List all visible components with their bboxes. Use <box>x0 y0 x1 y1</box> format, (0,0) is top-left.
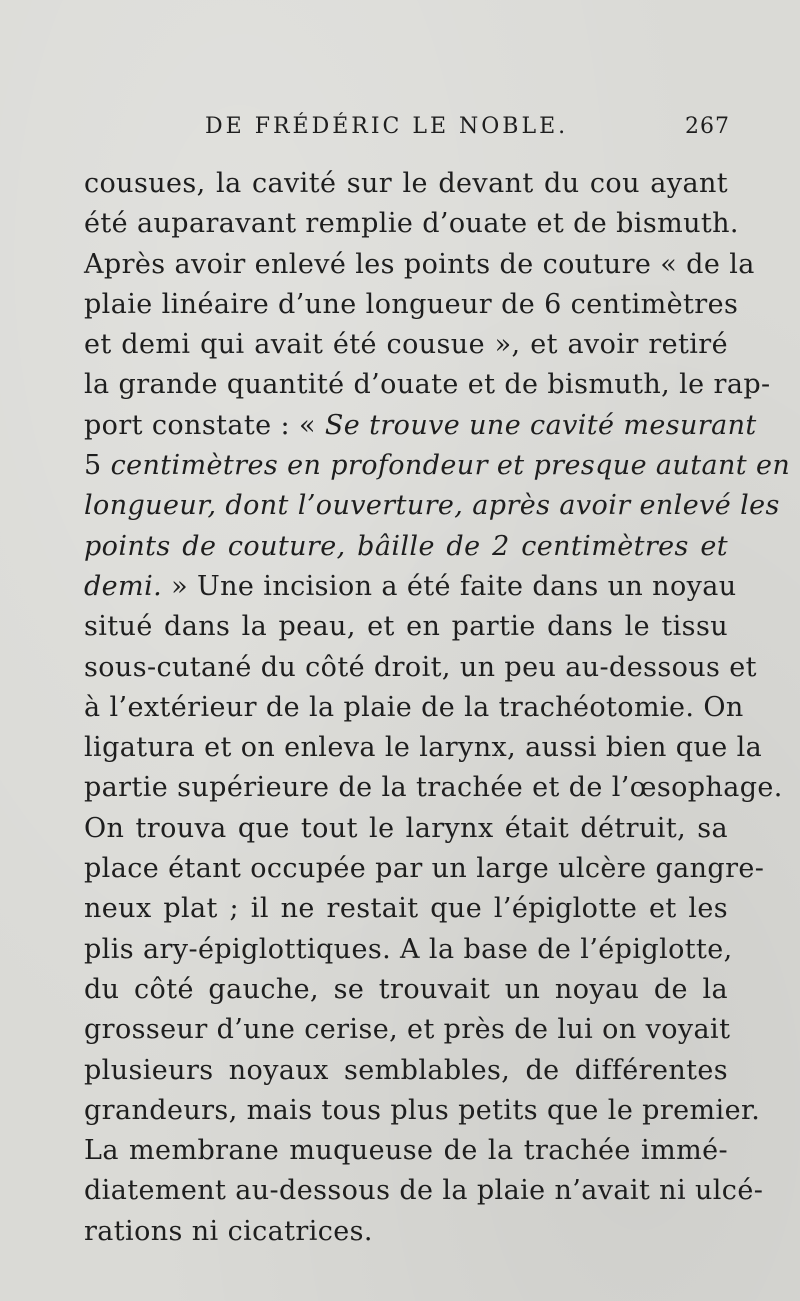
text-segment: plis ary-épiglottiques. A la base de l’épiglotte, <box>84 933 733 965</box>
text-segment: » Une incision a été faite dans un noyau <box>162 570 737 602</box>
page-number: 267 <box>685 114 730 139</box>
running-title: DE FRÉDÉRIC LE NOBLE. <box>205 114 569 139</box>
text-line <box>84 889 728 929</box>
text-line <box>84 325 728 365</box>
text-line <box>84 607 728 647</box>
text-segment: neux plat ; il ne restait que l’épiglotte et les <box>84 893 728 925</box>
text-segment: cousues, la cavité sur le devant du cou ayant <box>84 168 728 199</box>
text-segment: diatement au-dessous de la plaie n’avait ni ulcé- <box>84 1175 764 1207</box>
text-line <box>84 768 783 808</box>
text-segment: partie supérieure de la trachée et de l’œsophage. <box>84 772 783 804</box>
text-segment: du côté gauche, se trouvait un noyau de la <box>84 973 728 1005</box>
text-segment: 5 <box>84 450 111 482</box>
text-line <box>84 527 728 567</box>
text-line <box>84 688 744 728</box>
text-segment: et demi qui avait été cousue », et avoir retiré <box>84 329 728 361</box>
text-line <box>84 204 739 244</box>
page-header <box>205 114 730 148</box>
text-segment: sous-cutané du côté droit, un peu au-dessous et <box>84 651 757 683</box>
text-line <box>84 970 728 1010</box>
text-segment: La membrane muqueuse de la trachée immé- <box>84 1135 728 1167</box>
text-segment: été auparavant remplie d’ouate et de bismuth. <box>84 208 739 240</box>
italic-text-segment: demi. <box>84 570 163 602</box>
text-segment: plusieurs noyaux semblables, de différentes <box>84 1054 728 1086</box>
text-line <box>84 1091 761 1131</box>
text-segment: ligatura et on enleva le larynx, aussi bien que la <box>84 732 763 764</box>
italic-text-segment: points de couture, bâille de 2 centimètres et <box>84 530 728 562</box>
text-line <box>84 930 733 970</box>
text-segment: grandeurs, mais tous plus petits que le premier. <box>84 1094 761 1126</box>
text-segment: On trouva que tout le larynx était détruit, sa <box>84 812 728 844</box>
text-line <box>84 486 780 526</box>
text-segment: la grande quantité d’ouate et de bismuth, le rap- <box>84 369 771 401</box>
text-line <box>84 1010 731 1050</box>
text-line <box>84 648 757 688</box>
text-segment: port constate : « <box>84 409 325 441</box>
text-line <box>84 365 771 405</box>
text-line <box>84 164 728 204</box>
text-line <box>84 446 791 486</box>
text-line <box>84 285 739 325</box>
text-segment: situé dans la peau, et en partie dans le tissu <box>84 611 728 643</box>
text-segment: plaie linéaire d’une longueur de 6 centimètres <box>84 288 739 320</box>
italic-text-segment: centimètres en profondeur et presque autant en <box>110 450 791 482</box>
text-line <box>84 1171 764 1211</box>
text-line <box>84 809 728 849</box>
text-segment: rations ni cicatrices. <box>84 1215 373 1247</box>
text-line <box>84 1212 728 1252</box>
text-line <box>84 1051 728 1091</box>
text-segment: à l’extérieur de la plaie de la trachéotomie. On <box>84 691 744 723</box>
text-line <box>84 406 757 446</box>
body-text <box>84 164 791 1252</box>
italic-text-segment: Se trouve une cavité mesurant <box>324 409 757 441</box>
text-line <box>84 567 737 607</box>
text-segment: Après avoir enlevé les points de couture « de la <box>84 248 755 280</box>
text-line <box>84 1131 728 1171</box>
text-line <box>84 728 763 768</box>
text-segment: place étant occupée par un large ulcère gangre- <box>84 853 765 885</box>
italic-text-segment: longueur, dont l’ouverture, après avoir enlevé les <box>84 490 780 522</box>
text-segment: grosseur d’une cerise, et près de lui on voyait <box>84 1014 731 1046</box>
text-line <box>84 849 765 889</box>
text-line <box>84 245 755 285</box>
